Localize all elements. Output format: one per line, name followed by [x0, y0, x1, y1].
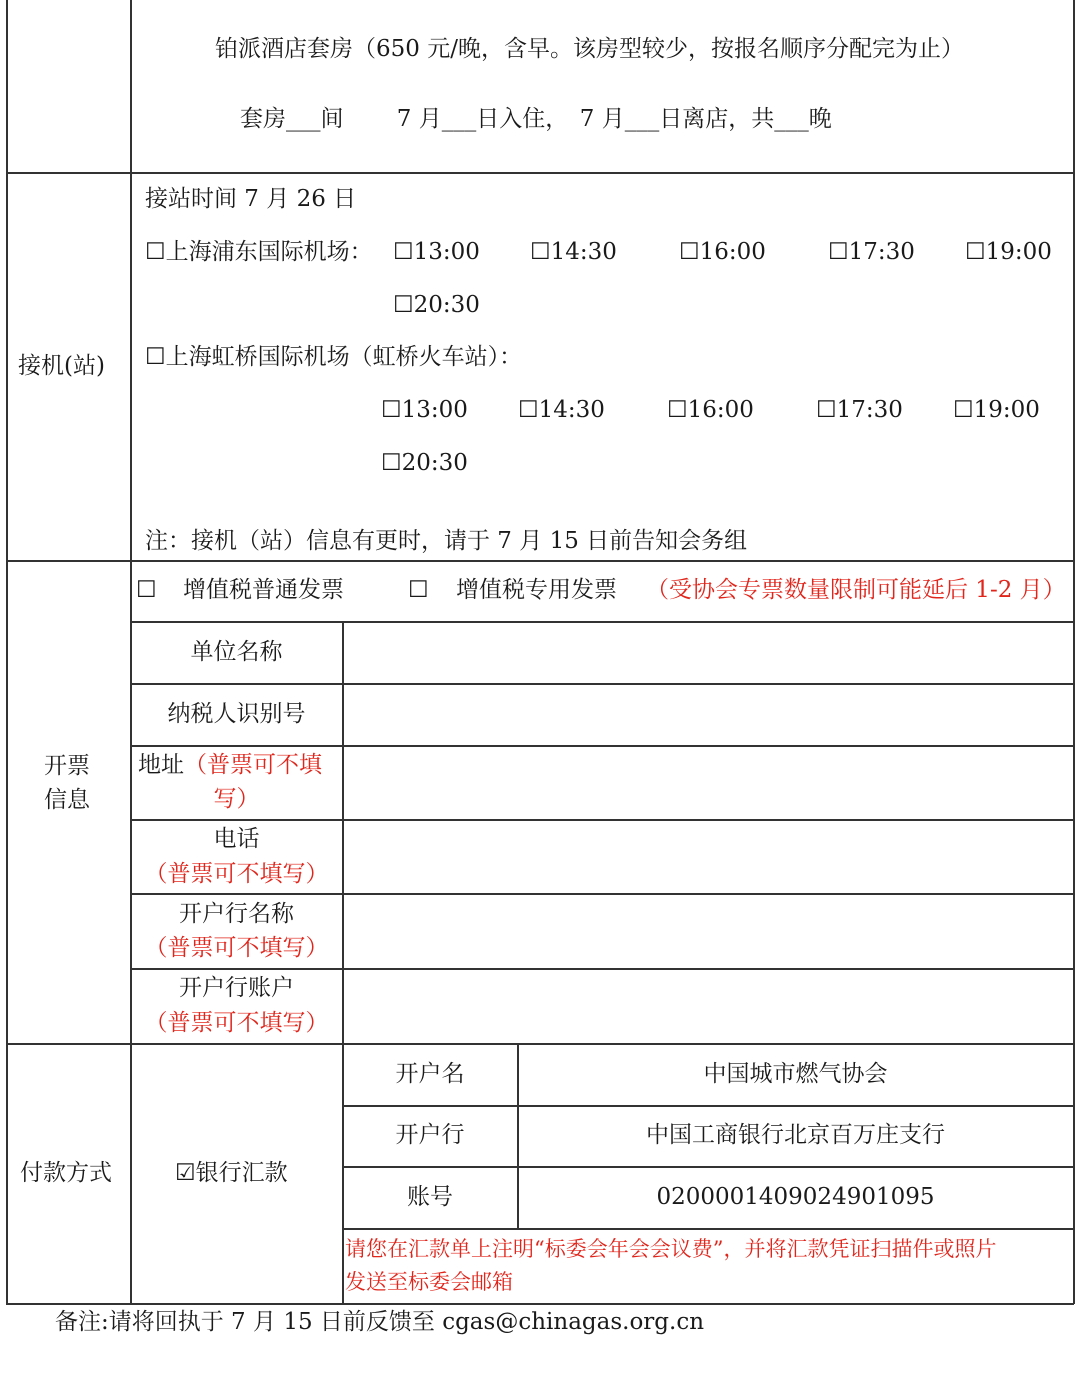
pudong-label: 上海浦东国际机场： [165, 239, 373, 265]
checkbox-icon[interactable]: ☐ [816, 397, 837, 423]
pudong-time-4[interactable]: ☐17:30 [828, 239, 915, 265]
hotel-suite-description: 铂派酒店套房（650 元/晚，含早。该房型较少，按报名顺序分配完为止） [215, 36, 964, 62]
invoice-special-warning: （受协会专票数量限制可能延后 1-2 月） [646, 577, 1066, 603]
payment-method[interactable]: ☑银行汇款 [175, 1160, 288, 1186]
pickup-label: 接机(站) [18, 353, 105, 379]
payment-note-line1: 请您在汇款单上注明“标委会年会会议费”，并将汇款凭证扫描件或照片 [345, 1237, 997, 1261]
hongqiao-time-3[interactable]: ☐16:00 [667, 397, 754, 423]
checked-checkbox-icon[interactable]: ☑ [175, 1160, 196, 1186]
checkbox-icon[interactable]: ☐ [679, 239, 700, 265]
pudong-time-3[interactable]: ☐16:00 [679, 239, 766, 265]
pudong-time-5[interactable]: ☐19:00 [965, 239, 1052, 265]
hongqiao-time-2[interactable]: ☐14:30 [518, 397, 605, 423]
row-divider-hotel [6, 172, 1074, 174]
row-divider-bankname [130, 968, 1074, 970]
checkbox-icon[interactable]: ☐ [136, 577, 157, 603]
checkbox-icon[interactable]: ☐ [667, 397, 688, 423]
checkbox-icon[interactable]: ☐ [965, 239, 986, 265]
checkbox-icon[interactable]: ☐ [518, 397, 539, 423]
checkbox-icon[interactable]: ☐ [393, 239, 414, 265]
bankname-optional-note: （普票可不填写） [144, 935, 329, 961]
invoice-label-line2: 信息 [44, 787, 90, 813]
account-no-label: 账号 [407, 1184, 453, 1210]
table-border-left [6, 0, 8, 1304]
hongqiao-label: 上海虹桥国际机场（虹桥火车站）： [165, 344, 523, 370]
checkbox-icon[interactable]: ☐ [408, 577, 429, 603]
hongqiao-time-5[interactable]: ☐19:00 [953, 397, 1040, 423]
table-border-bottom [6, 1303, 1074, 1305]
bank-label: 开户行 [395, 1122, 465, 1148]
row-divider-invoice-type [130, 621, 1074, 623]
invoice-type-special[interactable] [408, 579, 429, 602]
row-divider-address [130, 819, 1074, 821]
invoice-special-label: 增值税专用发票 [456, 577, 617, 603]
pickup-note: 注：接机（站）信息有更时，请于 7 月 15 日前告知会务组 [145, 528, 748, 554]
address-optional-note-2: 写） [213, 786, 260, 812]
pudong-time-2[interactable]: ☐14:30 [530, 239, 617, 265]
hongqiao-time-1[interactable]: ☐13:00 [381, 397, 468, 423]
checkbox-icon[interactable]: ☐ [393, 292, 414, 318]
payment-note-line2: 发送至标委会邮箱 [345, 1270, 513, 1294]
checkbox-icon[interactable]: ☐ [145, 344, 166, 370]
field-label-bankname: 开户行名称 [179, 901, 294, 927]
row-divider-acctno [342, 1228, 1074, 1230]
row-divider-company [130, 683, 1074, 685]
pickup-date: 接站时间 7 月 26 日 [145, 186, 357, 212]
hongqiao-option[interactable] [145, 346, 522, 369]
invoice-normal-label: 增值税普通发票 [183, 577, 344, 603]
invoice-label-line1: 开票 [44, 753, 90, 779]
row-divider-invoice [6, 1043, 1074, 1045]
hongqiao-time-4[interactable]: ☐17:30 [816, 397, 903, 423]
phone-optional-note: （普票可不填写） [144, 861, 329, 887]
hongqiao-time-6[interactable]: ☐20:30 [381, 450, 468, 476]
pudong-time-1[interactable]: ☐13:00 [393, 239, 480, 265]
payment-label: 付款方式 [20, 1160, 112, 1186]
footer-remark: 备注:请将回执于 7 月 15 日前反馈至 cgas@chinagas.org.cn [55, 1309, 705, 1335]
field-label-bankaccount: 开户行账户 [179, 975, 294, 1001]
field-label-address: 地址（普票可不填 [138, 752, 322, 778]
checkbox-icon[interactable]: ☐ [828, 239, 849, 265]
row-divider-taxid [130, 745, 1074, 747]
row-divider-phone [130, 893, 1074, 895]
account-name-value: 中国城市燃气协会 [703, 1061, 888, 1087]
checkbox-icon[interactable]: ☐ [530, 239, 551, 265]
bankaccount-optional-note: （普票可不填写） [144, 1010, 329, 1036]
account-name-label: 开户名 [395, 1061, 465, 1087]
pudong-time-6[interactable]: ☐20:30 [393, 292, 480, 318]
field-label-taxid: 纳税人识别号 [167, 701, 306, 727]
checkbox-icon[interactable]: ☐ [381, 397, 402, 423]
field-label-company: 单位名称 [190, 639, 283, 665]
bank-value: 中国工商银行北京百万庄支行 [646, 1122, 945, 1148]
account-no-value: 0200001409024901095 [656, 1184, 935, 1210]
field-label-phone: 电话 [213, 826, 260, 852]
address-optional-note: （普票可不填 [184, 752, 322, 778]
checkbox-icon[interactable]: ☐ [145, 239, 166, 265]
invoice-type-normal[interactable] [136, 579, 157, 602]
hotel-suite-booking-line: 套房___间 7 月___日入住， 7 月___日离店，共___晚 [240, 106, 832, 132]
checkbox-icon[interactable]: ☐ [953, 397, 974, 423]
row-divider-acctname [342, 1105, 1074, 1107]
row-divider-bank [342, 1166, 1074, 1168]
table-border-right [1073, 0, 1075, 1304]
checkbox-icon[interactable]: ☐ [381, 450, 402, 476]
pudong-option[interactable] [145, 241, 373, 264]
row-divider-pickup [6, 560, 1074, 562]
